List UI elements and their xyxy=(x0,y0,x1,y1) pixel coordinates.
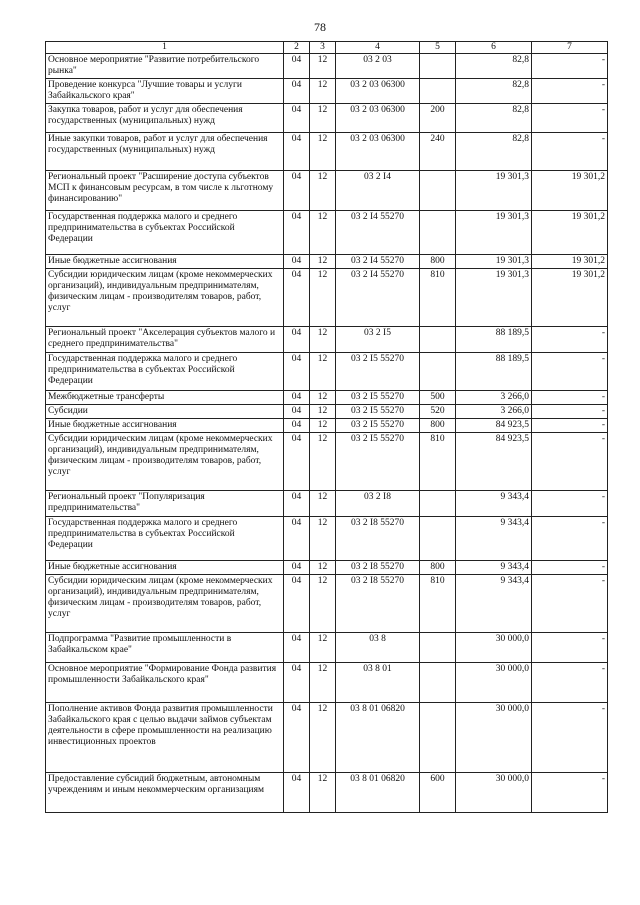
header-col-5: 5 xyxy=(420,42,456,54)
row-csr: 03 2 I8 55270 xyxy=(336,575,420,633)
row-csr: 03 2 I4 xyxy=(336,171,420,211)
row-sum-2: - xyxy=(532,104,608,133)
row-vr: 600 xyxy=(420,773,456,813)
row-sum-2: 19 301,2 xyxy=(532,211,608,255)
row-sum-1: 9 343,4 xyxy=(456,491,532,517)
row-csr: 03 2 I8 xyxy=(336,491,420,517)
row-vr xyxy=(420,517,456,561)
row-sum-1: 82,8 xyxy=(456,104,532,133)
row-name: Пополнение активов Фонда развития промышленности Забайкальского края с целью выдачи займов субъектам деятельности в сфере промышленности на реализацию инвестиционных проектов xyxy=(46,703,284,773)
row-sum-1: 3 266,0 xyxy=(456,391,532,405)
row-rz: 04 xyxy=(284,133,310,171)
row-name: Предоставление субсидий бюджетным, автономным учреждениям и иным некоммерческим организациям xyxy=(46,773,284,813)
row-rz: 04 xyxy=(284,171,310,211)
table-row xyxy=(46,54,608,79)
row-vr: 200 xyxy=(420,104,456,133)
row-pr: 12 xyxy=(310,663,336,703)
row-rz: 04 xyxy=(284,79,310,104)
row-name: Иные закупки товаров, работ и услуг для обеспечения государственных (муниципальных) нужд xyxy=(46,133,284,171)
table-row xyxy=(46,517,608,561)
row-vr: 800 xyxy=(420,419,456,433)
row-sum-2: - xyxy=(532,405,608,419)
row-rz: 04 xyxy=(284,104,310,133)
row-sum-2: - xyxy=(532,353,608,391)
row-sum-1: 82,8 xyxy=(456,79,532,104)
row-csr: 03 2 I5 55270 xyxy=(336,419,420,433)
table-row xyxy=(46,575,608,633)
row-sum-2: - xyxy=(532,517,608,561)
row-sum-1: 30 000,0 xyxy=(456,703,532,773)
header-col-2: 2 xyxy=(284,42,310,54)
row-sum-1: 82,8 xyxy=(456,54,532,79)
row-csr: 03 2 I5 55270 xyxy=(336,433,420,491)
row-name: Подпрограмма "Развитие промышленности в Забайкальском крае" xyxy=(46,633,284,663)
row-name: Закупка товаров, работ и услуг для обеспечения государственных (муниципальных) нужд xyxy=(46,104,284,133)
row-sum-2: - xyxy=(532,575,608,633)
row-rz: 04 xyxy=(284,703,310,773)
row-vr: 500 xyxy=(420,391,456,405)
table-row xyxy=(46,269,608,327)
row-pr: 12 xyxy=(310,133,336,171)
row-csr: 03 2 I8 55270 xyxy=(336,561,420,575)
row-rz: 04 xyxy=(284,433,310,491)
row-pr: 12 xyxy=(310,391,336,405)
row-vr xyxy=(420,703,456,773)
row-sum-1: 9 343,4 xyxy=(456,561,532,575)
row-vr: 520 xyxy=(420,405,456,419)
row-sum-2: - xyxy=(532,433,608,491)
row-pr: 12 xyxy=(310,405,336,419)
row-csr: 03 2 I5 55270 xyxy=(336,391,420,405)
row-pr: 12 xyxy=(310,633,336,663)
row-name: Региональный проект "Популяризация предпринимательства" xyxy=(46,491,284,517)
row-pr: 12 xyxy=(310,255,336,269)
row-sum-1: 9 343,4 xyxy=(456,575,532,633)
header-row xyxy=(46,42,608,54)
table-row xyxy=(46,419,608,433)
header-col-6: 6 xyxy=(456,42,532,54)
header-col-3: 3 xyxy=(310,42,336,54)
row-sum-2: 19 301,2 xyxy=(532,255,608,269)
row-vr: 800 xyxy=(420,255,456,269)
row-vr xyxy=(420,327,456,353)
row-vr: 810 xyxy=(420,433,456,491)
row-sum-1: 9 343,4 xyxy=(456,517,532,561)
row-name: Иные бюджетные ассигнования xyxy=(46,255,284,269)
table-row xyxy=(46,405,608,419)
row-sum-1: 88 189,5 xyxy=(456,327,532,353)
row-sum-2: - xyxy=(532,561,608,575)
row-name: Государственная поддержка малого и среднего предпринимательства в субъектах Российской Федерации xyxy=(46,517,284,561)
row-name: Проведение конкурса "Лучшие товары и услуги Забайкальского края" xyxy=(46,79,284,104)
row-name: Межбюджетные трансферты xyxy=(46,391,284,405)
row-rz: 04 xyxy=(284,575,310,633)
table-row xyxy=(46,491,608,517)
row-rz: 04 xyxy=(284,517,310,561)
row-pr: 12 xyxy=(310,491,336,517)
row-pr: 12 xyxy=(310,561,336,575)
row-pr: 12 xyxy=(310,517,336,561)
row-csr: 03 2 03 xyxy=(336,54,420,79)
row-rz: 04 xyxy=(284,419,310,433)
row-sum-2: - xyxy=(532,773,608,813)
row-pr: 12 xyxy=(310,353,336,391)
row-rz: 04 xyxy=(284,405,310,419)
page-number: 78 xyxy=(314,20,326,34)
row-rz: 04 xyxy=(284,327,310,353)
row-sum-1: 84 923,5 xyxy=(456,433,532,491)
row-csr: 03 2 I4 55270 xyxy=(336,255,420,269)
row-sum-1: 19 301,3 xyxy=(456,171,532,211)
row-sum-2: - xyxy=(532,391,608,405)
row-sum-2: - xyxy=(532,327,608,353)
row-rz: 04 xyxy=(284,353,310,391)
row-pr: 12 xyxy=(310,773,336,813)
row-csr: 03 2 I4 55270 xyxy=(336,211,420,255)
row-sum-1: 19 301,3 xyxy=(456,211,532,255)
row-vr xyxy=(420,79,456,104)
row-sum-2: - xyxy=(532,133,608,171)
row-vr xyxy=(420,663,456,703)
row-sum-1: 84 923,5 xyxy=(456,419,532,433)
row-name: Основное мероприятие "Развитие потребительского рынка" xyxy=(46,54,284,79)
row-sum-1: 19 301,3 xyxy=(456,255,532,269)
table-row xyxy=(46,353,608,391)
row-name: Субсидии юридическим лицам (кроме некоммерческих организаций), индивидуальным предпринимателям, физическим лицам - производителям товаров, работ, услуг xyxy=(46,269,284,327)
row-sum-2: 19 301,2 xyxy=(532,269,608,327)
row-sum-1: 3 266,0 xyxy=(456,405,532,419)
row-rz: 04 xyxy=(284,211,310,255)
row-vr: 800 xyxy=(420,561,456,575)
row-vr xyxy=(420,633,456,663)
row-pr: 12 xyxy=(310,419,336,433)
row-name: Иные бюджетные ассигнования xyxy=(46,419,284,433)
row-rz: 04 xyxy=(284,491,310,517)
row-csr: 03 2 I5 55270 xyxy=(336,405,420,419)
table-row xyxy=(46,133,608,171)
row-rz: 04 xyxy=(284,391,310,405)
row-csr: 03 2 03 06300 xyxy=(336,104,420,133)
budget-table xyxy=(45,41,608,813)
row-rz: 04 xyxy=(284,255,310,269)
row-sum-2: - xyxy=(532,703,608,773)
row-sum-1: 82,8 xyxy=(456,133,532,171)
row-sum-2: - xyxy=(532,491,608,517)
row-pr: 12 xyxy=(310,703,336,773)
row-rz: 04 xyxy=(284,773,310,813)
table-row xyxy=(46,79,608,104)
row-pr: 12 xyxy=(310,54,336,79)
row-pr: 12 xyxy=(310,211,336,255)
table-row xyxy=(46,663,608,703)
table-row xyxy=(46,433,608,491)
row-name: Государственная поддержка малого и среднего предпринимательства в субъектах Российской Федерации xyxy=(46,211,284,255)
table-row xyxy=(46,561,608,575)
row-vr: 240 xyxy=(420,133,456,171)
row-rz: 04 xyxy=(284,633,310,663)
row-vr xyxy=(420,54,456,79)
row-csr: 03 2 I4 55270 xyxy=(336,269,420,327)
table-body xyxy=(46,54,608,813)
row-vr xyxy=(420,353,456,391)
row-pr: 12 xyxy=(310,433,336,491)
row-sum-1: 30 000,0 xyxy=(456,633,532,663)
row-csr: 03 2 03 06300 xyxy=(336,133,420,171)
row-sum-2: - xyxy=(532,79,608,104)
row-name: Основное мероприятие "Формирование Фонда развития промышленности Забайкальского края" xyxy=(46,663,284,703)
table-row xyxy=(46,171,608,211)
row-vr xyxy=(420,491,456,517)
row-sum-1: 30 000,0 xyxy=(456,773,532,813)
table-row xyxy=(46,773,608,813)
row-sum-2: - xyxy=(532,419,608,433)
row-sum-1: 30 000,0 xyxy=(456,663,532,703)
row-pr: 12 xyxy=(310,104,336,133)
table-row xyxy=(46,104,608,133)
row-name: Субсидии юридическим лицам (кроме некоммерческих организаций), индивидуальным предпринимателям, физическим лицам - производителям товаров, работ, услуг xyxy=(46,575,284,633)
row-csr: 03 2 I5 55270 xyxy=(336,353,420,391)
row-pr: 12 xyxy=(310,171,336,211)
row-sum-2: - xyxy=(532,663,608,703)
row-sum-1: 19 301,3 xyxy=(456,269,532,327)
row-name: Субсидии xyxy=(46,405,284,419)
row-sum-2: - xyxy=(532,54,608,79)
row-name: Региональный проект "Акселерация субъектов малого и среднего предпринимательства" xyxy=(46,327,284,353)
row-vr xyxy=(420,211,456,255)
row-pr: 12 xyxy=(310,79,336,104)
table-row xyxy=(46,633,608,663)
table-row xyxy=(46,703,608,773)
row-csr: 03 8 01 06820 xyxy=(336,773,420,813)
table-row xyxy=(46,211,608,255)
row-vr: 810 xyxy=(420,269,456,327)
row-csr: 03 8 xyxy=(336,633,420,663)
row-name: Субсидии юридическим лицам (кроме некоммерческих организаций), индивидуальным предпринимателям, физическим лицам - производителям товаров, работ, услуг xyxy=(46,433,284,491)
row-name: Государственная поддержка малого и среднего предпринимательства в субъектах Российской Федерации xyxy=(46,353,284,391)
row-sum-2: - xyxy=(532,633,608,663)
row-pr: 12 xyxy=(310,269,336,327)
row-csr: 03 8 01 06820 xyxy=(336,703,420,773)
row-csr: 03 2 03 06300 xyxy=(336,79,420,104)
row-vr: 810 xyxy=(420,575,456,633)
row-pr: 12 xyxy=(310,327,336,353)
row-rz: 04 xyxy=(284,269,310,327)
row-csr: 03 8 01 xyxy=(336,663,420,703)
row-name: Региональный проект "Расширение доступа субъектов МСП к финансовым ресурсам, в том числе к льготному финансированию" xyxy=(46,171,284,211)
header-col-7: 7 xyxy=(532,42,608,54)
row-rz: 04 xyxy=(284,561,310,575)
row-csr: 03 2 I8 55270 xyxy=(336,517,420,561)
row-name: Иные бюджетные ассигнования xyxy=(46,561,284,575)
header-col-4: 4 xyxy=(336,42,420,54)
row-sum-2: 19 301,2 xyxy=(532,171,608,211)
row-vr xyxy=(420,171,456,211)
row-pr: 12 xyxy=(310,575,336,633)
row-sum-1: 88 189,5 xyxy=(456,353,532,391)
table-row xyxy=(46,327,608,353)
header-col-1: 1 xyxy=(46,42,284,54)
table-row xyxy=(46,391,608,405)
row-rz: 04 xyxy=(284,54,310,79)
row-csr: 03 2 I5 xyxy=(336,327,420,353)
row-rz: 04 xyxy=(284,663,310,703)
table-row xyxy=(46,255,608,269)
